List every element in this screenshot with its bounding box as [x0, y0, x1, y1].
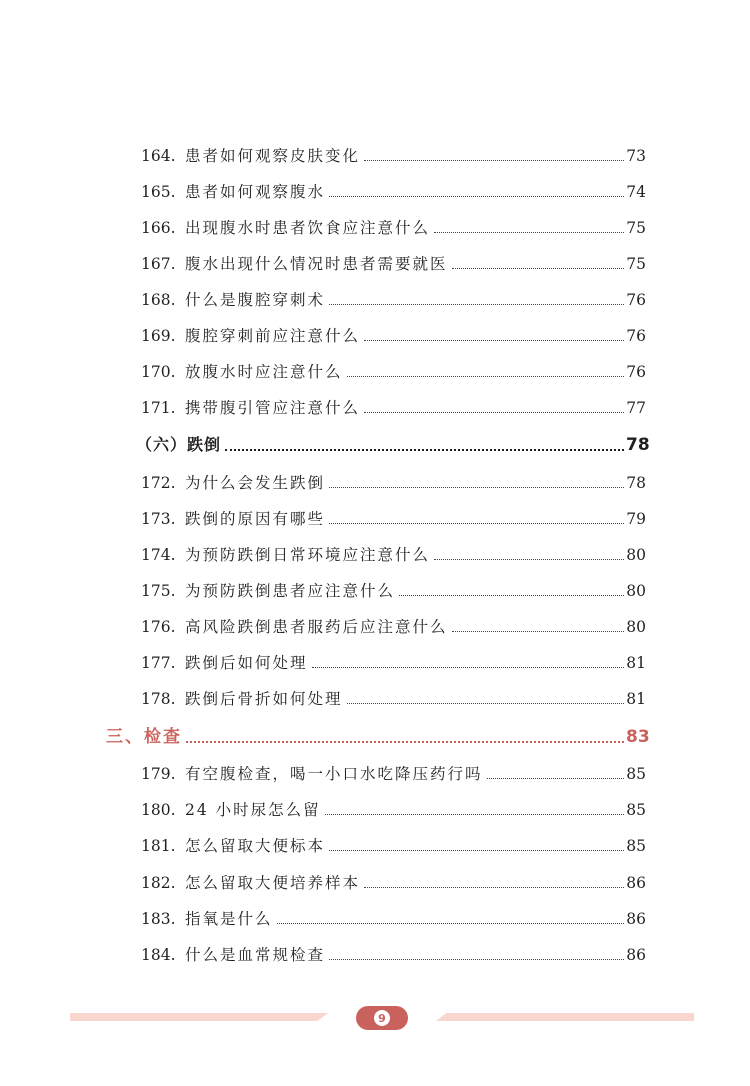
- section-page: 78: [626, 435, 650, 455]
- entry-title: 患者如何观察皮肤变化: [185, 147, 361, 165]
- chapter-page: 83: [626, 727, 650, 747]
- toc-entry[interactable]: [141, 907, 646, 931]
- entry-page: 86: [626, 874, 646, 892]
- toc-section-heading[interactable]: [136, 433, 650, 457]
- page-number: 9: [374, 1010, 390, 1026]
- entry-number: 182.: [141, 874, 176, 892]
- entry-page: 80: [626, 582, 646, 600]
- dot-leader: [364, 160, 624, 161]
- chapter-title: 三、检查: [106, 727, 182, 747]
- entry-number: 166.: [141, 219, 176, 237]
- entry-page: 85: [626, 801, 646, 819]
- dot-leader: [186, 741, 624, 743]
- toc-entry[interactable]: [141, 360, 646, 384]
- entry-number: 165.: [141, 183, 176, 201]
- entry-number: 183.: [141, 910, 176, 928]
- entry-title: 携带腹引管应注意什么: [185, 399, 361, 417]
- toc-entry[interactable]: [141, 798, 646, 822]
- entry-title: 跌倒后如何处理: [185, 654, 308, 672]
- entry-number: 181.: [141, 837, 176, 855]
- dot-leader: [277, 923, 624, 924]
- entry-title: 出现腹水时患者饮食应注意什么: [185, 219, 431, 237]
- toc-entry[interactable]: [141, 687, 646, 711]
- entry-page: 86: [626, 946, 646, 964]
- toc-entry[interactable]: [141, 615, 646, 639]
- entry-title: 腹腔穿刺前应注意什么: [185, 327, 361, 345]
- dot-leader: [487, 778, 624, 779]
- entry-page: 85: [626, 837, 646, 855]
- toc-entry[interactable]: [141, 324, 646, 348]
- entry-number: 168.: [141, 291, 176, 309]
- toc-entry[interactable]: [141, 543, 646, 567]
- entry-title: 放腹水时应注意什么: [185, 363, 343, 381]
- entry-title: 患者如何观察腹水: [185, 183, 326, 201]
- dot-leader: [399, 595, 624, 596]
- entry-title: 高风险跌倒患者服药后应注意什么: [185, 618, 448, 636]
- dot-leader: [325, 814, 624, 815]
- dot-leader: [364, 412, 624, 413]
- entry-title: 24 小时尿怎么留: [185, 801, 321, 819]
- entry-title: 指氧是什么: [185, 910, 273, 928]
- entry-title: 怎么留取大便标本: [185, 837, 326, 855]
- entry-number: 176.: [141, 618, 176, 636]
- dot-leader: [452, 631, 624, 632]
- toc-entry[interactable]: [141, 180, 646, 204]
- entry-title: 腹水出现什么情况时患者需要就医: [185, 255, 448, 273]
- toc-entry[interactable]: [141, 507, 646, 531]
- toc-entry[interactable]: [141, 834, 646, 858]
- entry-page: 75: [626, 255, 646, 273]
- toc-entry[interactable]: [141, 762, 646, 786]
- entry-page: 80: [626, 618, 646, 636]
- dot-leader: [347, 703, 624, 704]
- entry-number: 173.: [141, 510, 176, 528]
- toc-entry[interactable]: [141, 943, 646, 967]
- entry-title: 跌倒的原因有哪些: [185, 510, 326, 528]
- entry-page: 73: [626, 147, 646, 165]
- footer-decor-right: [436, 1013, 694, 1021]
- entry-page: 79: [626, 510, 646, 528]
- entry-page: 81: [626, 690, 646, 708]
- entry-page: 80: [626, 546, 646, 564]
- entry-page: 86: [626, 910, 646, 928]
- entry-title: 什么是腹腔穿刺术: [185, 291, 326, 309]
- dot-leader: [434, 559, 624, 560]
- entry-page: 76: [626, 327, 646, 345]
- entry-title: 什么是血常规检查: [185, 946, 326, 964]
- entry-number: 167.: [141, 255, 176, 273]
- entry-number: 180.: [141, 801, 176, 819]
- entry-page: 77: [626, 399, 646, 417]
- entry-title: 怎么留取大便培养样本: [185, 874, 361, 892]
- entry-title: 有空腹检查，喝一小口水吃降压药行吗: [185, 765, 483, 783]
- entry-number: 172.: [141, 474, 176, 492]
- dot-leader: [452, 268, 624, 269]
- dot-leader: [347, 376, 624, 377]
- entry-title: 为什么会发生跌倒: [185, 474, 326, 492]
- toc-entry[interactable]: [141, 471, 646, 495]
- dot-leader: [312, 667, 624, 668]
- entry-number: 184.: [141, 946, 176, 964]
- dot-leader: [329, 523, 624, 524]
- dot-leader: [329, 850, 624, 851]
- footer-decor-left: [70, 1013, 328, 1021]
- dot-leader: [329, 487, 624, 488]
- entry-page: 81: [626, 654, 646, 672]
- entry-title: 为预防跌倒日常环境应注意什么: [185, 546, 431, 564]
- entry-number: 169.: [141, 327, 176, 345]
- page-number-badge: [356, 1006, 408, 1030]
- entry-page: 74: [626, 183, 646, 201]
- entry-number: 164.: [141, 147, 176, 165]
- toc-entry[interactable]: [141, 144, 646, 168]
- entry-page: 76: [626, 363, 646, 381]
- entry-number: 171.: [141, 399, 176, 417]
- dot-leader: [434, 232, 624, 233]
- dot-leader: [329, 196, 624, 197]
- entry-page: 76: [626, 291, 646, 309]
- toc-entry[interactable]: [141, 396, 646, 420]
- entry-number: 175.: [141, 582, 176, 600]
- entry-page: 78: [626, 474, 646, 492]
- toc-entry[interactable]: [141, 651, 646, 675]
- entry-number: 179.: [141, 765, 176, 783]
- entry-title: 跌倒后骨折如何处理: [185, 690, 343, 708]
- entry-page: 85: [626, 765, 646, 783]
- toc-entry[interactable]: [141, 871, 646, 895]
- dot-leader: [364, 340, 624, 341]
- toc-entry[interactable]: [141, 579, 646, 603]
- entry-page: 75: [626, 219, 646, 237]
- entry-title: 为预防跌倒患者应注意什么: [185, 582, 396, 600]
- toc-chapter-heading[interactable]: [106, 725, 650, 749]
- dot-leader: [329, 304, 624, 305]
- dot-leader: [329, 959, 624, 960]
- dot-leader: [364, 887, 624, 888]
- entry-number: 178.: [141, 690, 176, 708]
- entry-number: 174.: [141, 546, 176, 564]
- section-title: （六）跌倒: [136, 435, 222, 454]
- toc-entry[interactable]: [141, 288, 646, 312]
- toc-entry[interactable]: [141, 252, 646, 276]
- dot-leader: [225, 449, 624, 451]
- entry-number: 177.: [141, 654, 176, 672]
- toc-entry[interactable]: [141, 216, 646, 240]
- entry-number: 170.: [141, 363, 176, 381]
